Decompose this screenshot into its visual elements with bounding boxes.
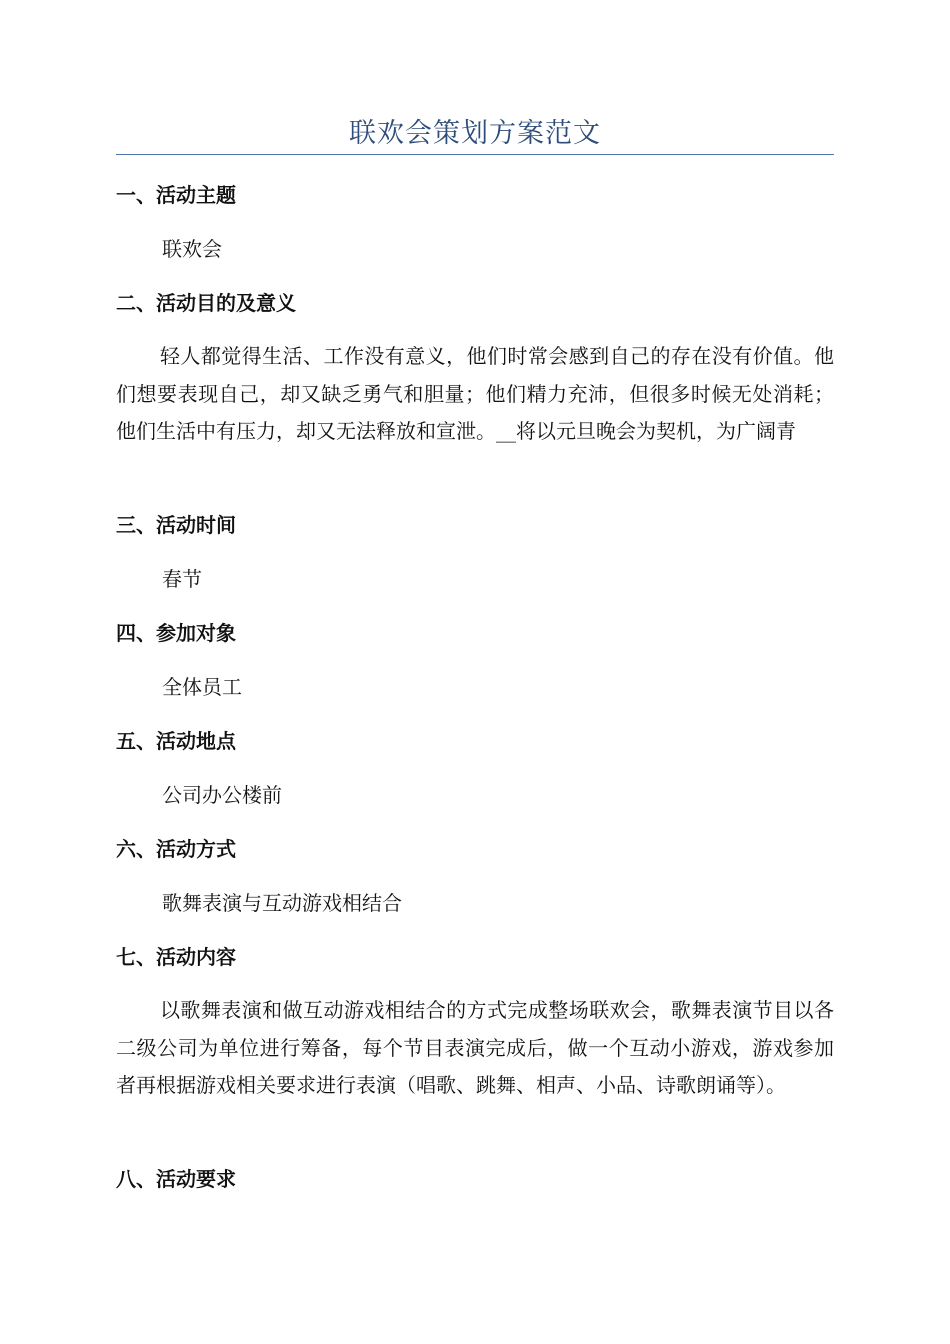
document-title: 联欢会策划方案范文	[349, 118, 601, 149]
section-heading-purpose: 二、活动目的及意义	[116, 291, 296, 315]
title-underline	[116, 154, 834, 155]
section-heading-format: 六、活动方式	[116, 837, 236, 861]
section-heading-location: 五、活动地点	[116, 729, 236, 753]
section-body-content: 以歌舞表演和做互动游戏相结合的方式完成整场联欢会，歌舞表演节目以各二级公司为单位进行筹备，每个节目表演完成后，做一个互动小游戏，游戏参加者再根据游戏相关要求进行表演（唱歌、跳舞、相声、小品、诗歌朗诵等）。	[116, 998, 834, 1097]
section-body-location: 公司办公楼前	[162, 783, 282, 807]
section-body-theme: 联欢会	[162, 237, 222, 261]
section-heading-participants: 四、参加对象	[116, 621, 236, 645]
section-body-format: 歌舞表演与互动游戏相结合	[162, 891, 402, 915]
section-heading-content: 七、活动内容	[116, 945, 236, 969]
section-heading-requirements: 八、活动要求	[116, 1167, 236, 1191]
section-heading-theme: 一、活动主题	[116, 183, 236, 207]
section-heading-time: 三、活动时间	[116, 513, 236, 537]
section-body-purpose: 轻人都觉得生活、工作没有意义，他们时常会感到自己的存在没有价值。他们想要表现自己，却又缺乏勇气和胆量；他们精力充沛，但很多时候无处消耗；他们生活中有压力，却又无法释放和宣泄。__将以元旦晚会为契机，为广阔青	[116, 344, 834, 443]
section-body-time: 春节	[162, 567, 202, 591]
section-body-participants: 全体员工	[162, 675, 242, 699]
